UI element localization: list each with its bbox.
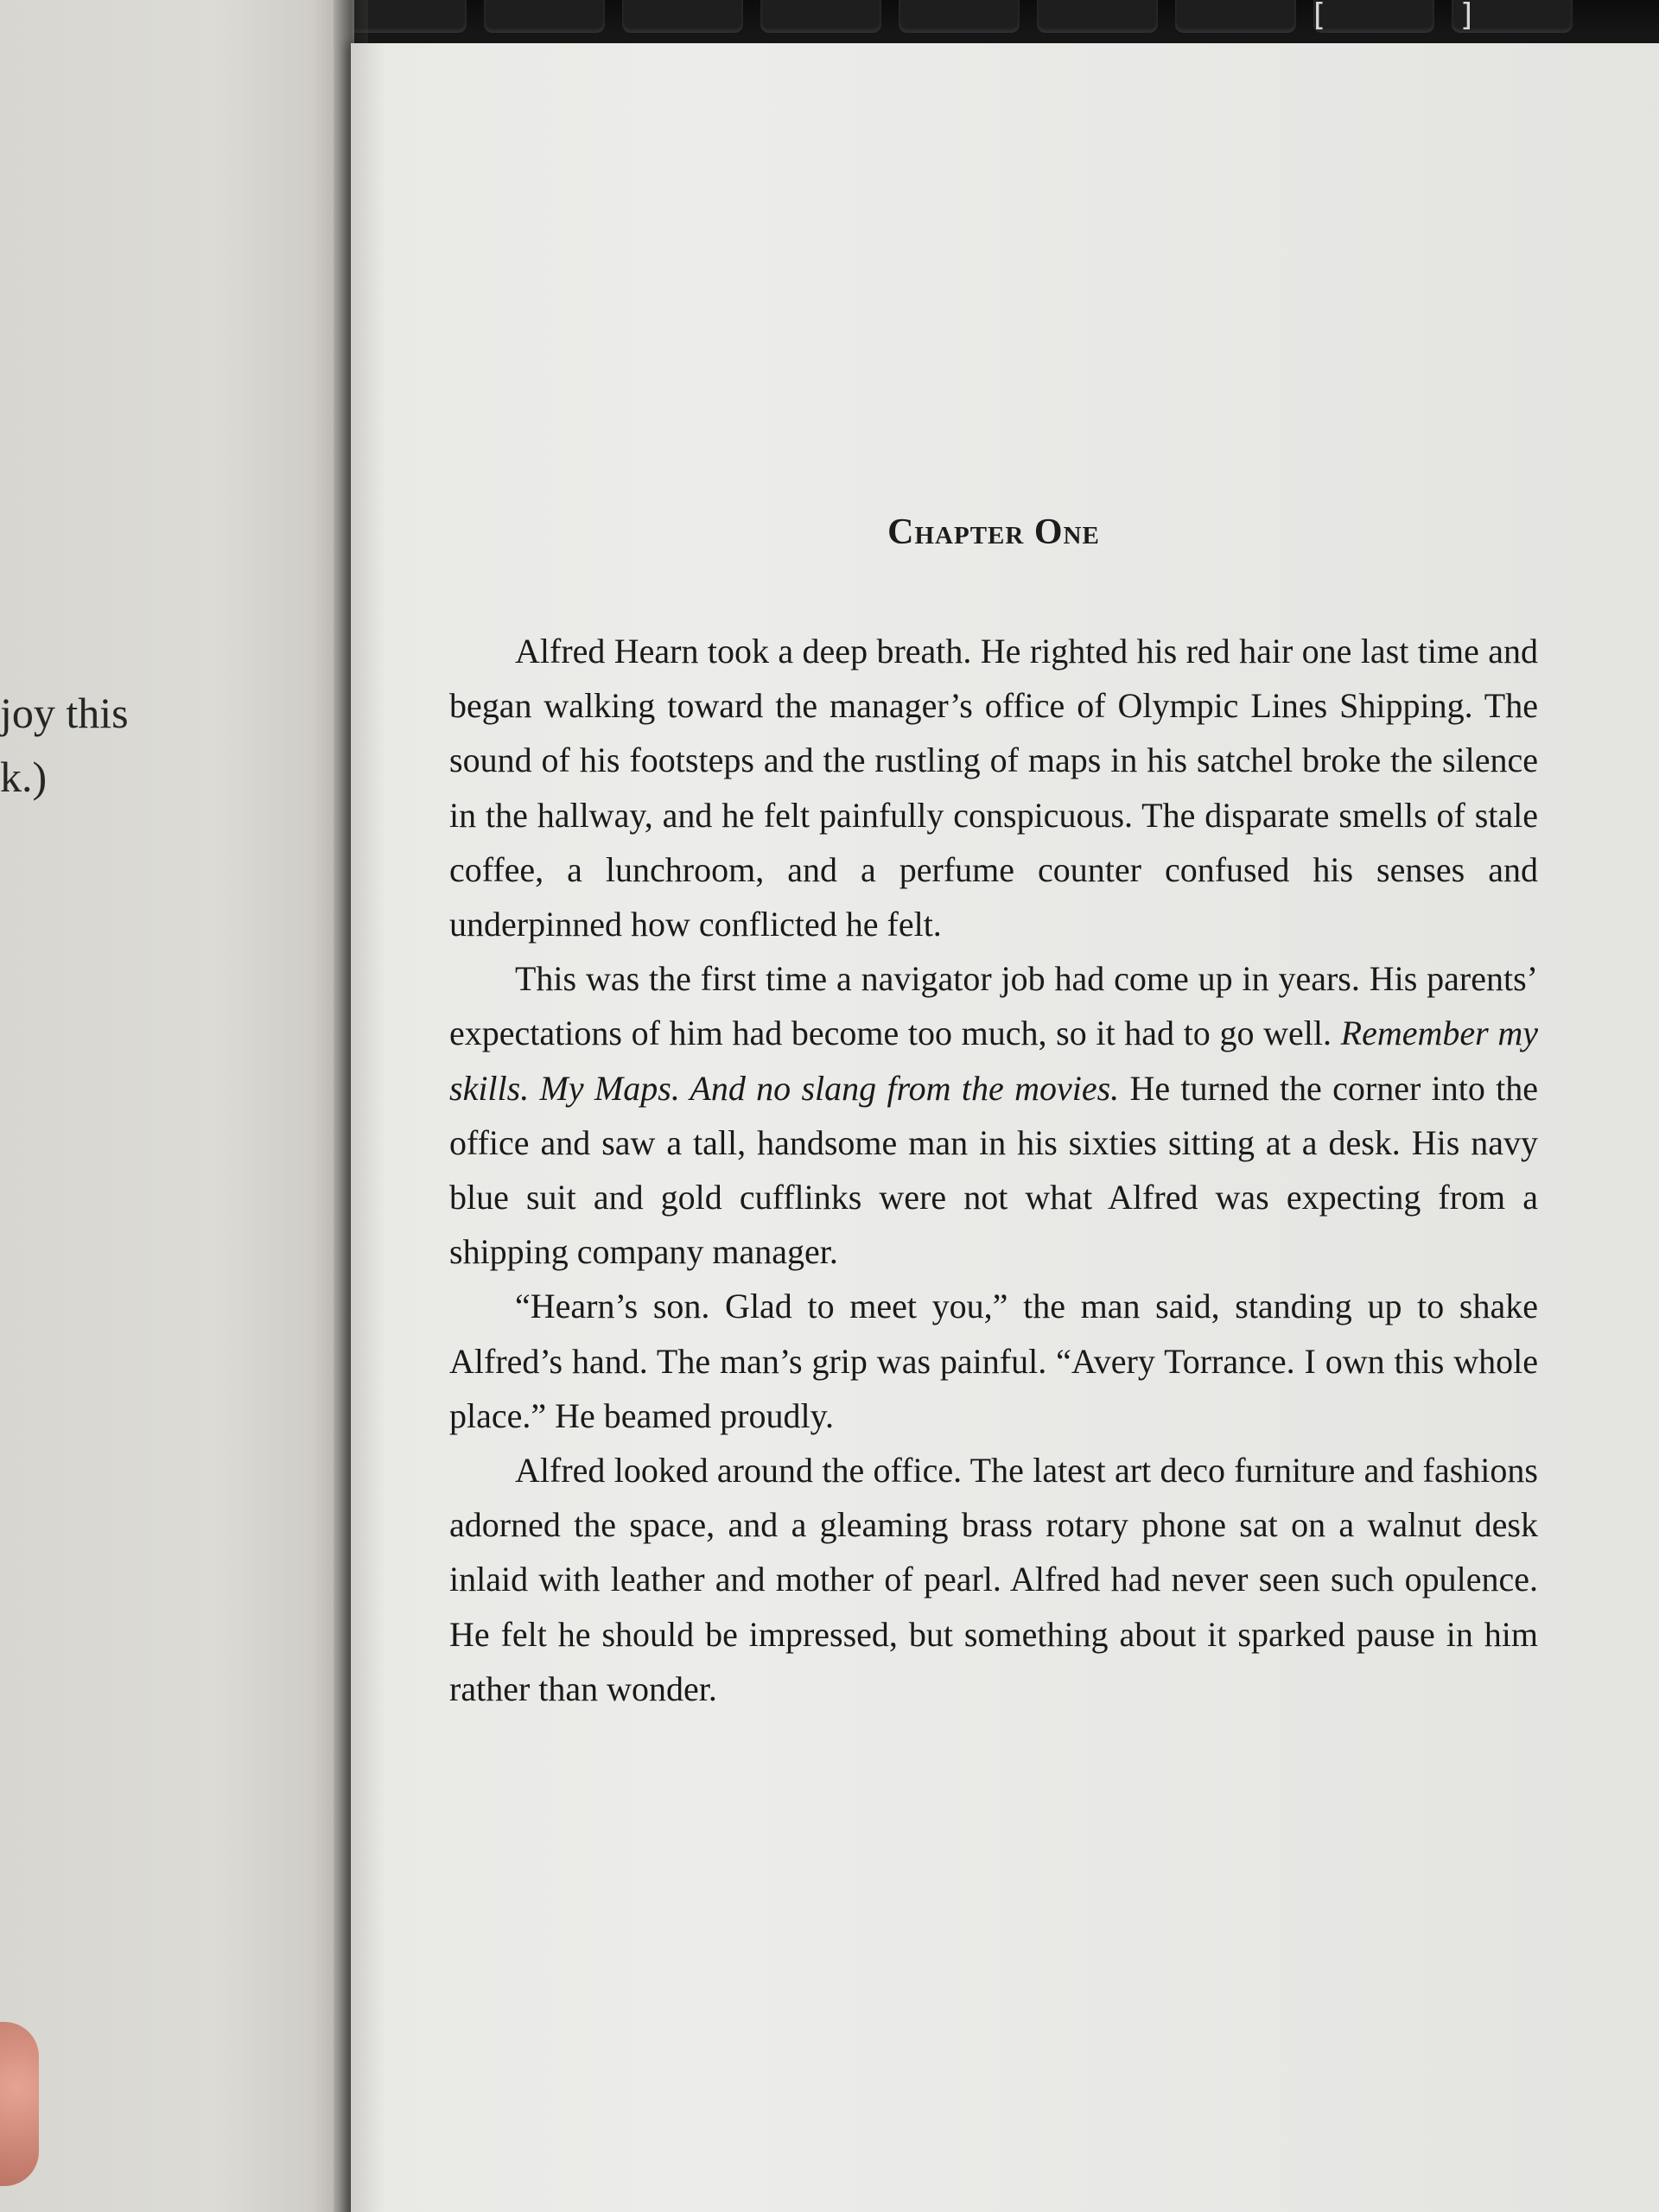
chapter-heading: Chapter One	[887, 512, 1100, 552]
keyboard-key	[760, 0, 881, 33]
italic-thought: Remember my skills. My Maps. And no slang from the movies.	[449, 1014, 1538, 1108]
left-page-bleed-through	[0, 570, 328, 679]
bracket-left-glyph: [	[1313, 0, 1326, 33]
paragraph: Alfred Hearn took a deep breath. He righted his red hair one last time and began walking toward the manager’s office of Olympic Lines Shipping. The sound of his footsteps and the rustling of maps in his satchel broke the silence in the hallway, and he felt painfully conspicuous. The disparate smells of stale coffee, a lunchroom, and a perfume counter confused his senses and underpinned how conflicted he felt.	[449, 632, 1538, 944]
right-page-bleed-through	[449, 121, 1538, 175]
keyboard-key	[899, 0, 1020, 33]
paragraph-text: He turned the corner into the office and saw a tall, handsome man in his sixties sitting at a desk. His navy blue suit and gold cufflinks were not what Alfred was expecting from a shipping company manager.	[449, 1068, 1539, 1272]
paragraph: Alfred looked around the office. The latest art deco furniture and fashions adorned the space, and a gleaming brass rotary phone sat on a walnut desk inlaid with leather and mother of pearl. Alfred had never seen such opulence. He felt he should be impressed, but something about it sparked pause in him rather than wonder.	[449, 1451, 1538, 1708]
keyboard-key	[1313, 0, 1434, 33]
keyboard-key	[622, 0, 743, 33]
left-page	[0, 0, 354, 2212]
keyboard-key	[1037, 0, 1158, 33]
left-page-text-line: joy this	[0, 689, 129, 737]
bracket-right-glyph: ]	[1460, 0, 1473, 33]
paragraph: “Hearn’s son. Glad to meet you,” the man said, standing up to shake Alfred’s hand. The man’s grip was painful. “Avery Torrance. I own this whole place.” He beamed proudly.	[449, 1287, 1538, 1435]
paragraph-text: This was the first time a navigator job had come up in years. His parents’ expectations of him had become too much, so it had to go well.	[449, 959, 1538, 1053]
keyboard-key	[1175, 0, 1296, 33]
left-page-text-line: k.)	[0, 753, 48, 801]
keyboard-key	[484, 0, 605, 33]
paragraph	[449, 951, 1538, 1279]
chapter-body	[449, 624, 1538, 1716]
thumb	[0, 2022, 39, 2186]
